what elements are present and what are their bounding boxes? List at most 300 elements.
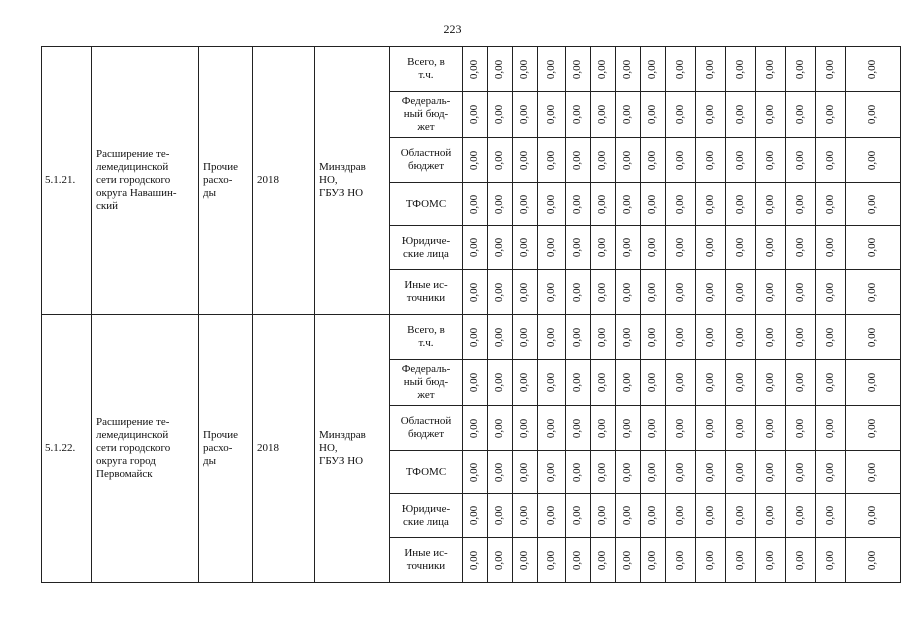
value-text: 0,00 — [468, 372, 481, 393]
value-text: 0,00 — [545, 104, 557, 125]
funding-source-line: ские лица — [403, 515, 449, 528]
funding-source-line: Иные ис- — [404, 279, 448, 291]
value-cell — [488, 47, 513, 92]
value-text: 0,00 — [674, 327, 686, 347]
value-cell — [488, 538, 513, 583]
funding-source — [390, 92, 463, 138]
value-cell — [591, 360, 616, 406]
value-text: 0,00 — [571, 150, 584, 170]
value-cell — [566, 406, 591, 451]
value-text: 0,00 — [866, 505, 879, 526]
value-cell — [591, 451, 616, 494]
value-cell — [591, 406, 616, 451]
funding-source-line: жет — [417, 389, 435, 401]
value-cell — [591, 538, 616, 583]
value-cell — [666, 92, 696, 138]
value-text: 0,00 — [704, 150, 716, 170]
value-text: 0,00 — [646, 104, 659, 125]
value-cell — [726, 315, 756, 360]
value-cell — [846, 406, 901, 451]
value-text: 0,00 — [764, 505, 776, 526]
value-text: 0,00 — [734, 505, 746, 526]
value-cell — [488, 451, 513, 494]
value-cell — [756, 360, 786, 406]
value-text: 0,00 — [734, 372, 746, 393]
value-cell — [726, 138, 756, 183]
value-text: 0,00 — [545, 462, 557, 482]
value-text: 0,00 — [468, 194, 481, 214]
value-cell — [786, 183, 816, 226]
value-cell — [666, 47, 696, 92]
value-text: 0,00 — [596, 59, 609, 79]
value-cell — [616, 47, 641, 92]
value-cell — [756, 538, 786, 583]
item-name-line: сети городского — [96, 442, 171, 454]
funding-source-line: жет — [417, 121, 435, 133]
value-text: 0,00 — [794, 418, 806, 438]
value-cell — [726, 47, 756, 92]
value-text: 0,00 — [674, 237, 686, 258]
value-text: 0,00 — [545, 550, 557, 570]
value-cell — [726, 406, 756, 451]
value-cell — [666, 538, 696, 583]
year: 2018 — [253, 47, 315, 315]
value-cell — [696, 451, 726, 494]
value-text: 0,00 — [468, 418, 481, 438]
value-text: 0,00 — [734, 327, 746, 347]
value-text: 0,00 — [493, 550, 506, 570]
value-cell — [846, 92, 901, 138]
value-text: 0,00 — [596, 150, 609, 170]
value-cell — [591, 315, 616, 360]
value-text: 0,00 — [571, 550, 584, 570]
value-text: 0,00 — [468, 550, 481, 570]
value-text: 0,00 — [571, 194, 584, 214]
value-cell — [666, 360, 696, 406]
value-cell — [816, 451, 846, 494]
value-cell — [616, 183, 641, 226]
value-text: 0,00 — [674, 550, 686, 570]
funding-source — [390, 138, 463, 183]
value-text: 0,00 — [596, 104, 609, 125]
value-text: 0,00 — [646, 505, 659, 526]
page-number: 223 — [443, 22, 462, 36]
value-text: 0,00 — [493, 194, 506, 214]
value-text: 0,00 — [824, 150, 836, 170]
funding-source-line: Федераль- — [401, 363, 451, 375]
value-text: 0,00 — [764, 237, 776, 258]
value-text: 0,00 — [824, 327, 836, 347]
value-cell — [786, 226, 816, 270]
value-text: 0,00 — [621, 505, 634, 526]
value-cell — [488, 183, 513, 226]
value-text: 0,00 — [674, 104, 686, 125]
value-text: 0,00 — [824, 104, 836, 125]
value-text: 0,00 — [674, 282, 686, 302]
value-text: 0,00 — [794, 462, 806, 482]
value-cell — [591, 138, 616, 183]
value-cell — [566, 270, 591, 315]
value-cell — [641, 270, 666, 315]
value-cell — [488, 360, 513, 406]
value-cell — [726, 360, 756, 406]
value-cell — [591, 47, 616, 92]
executor-line: ГБУЗ НО — [319, 187, 364, 199]
value-text: 0,00 — [545, 59, 557, 79]
value-cell — [726, 92, 756, 138]
value-cell — [488, 92, 513, 138]
value-cell — [488, 138, 513, 183]
value-cell — [846, 47, 901, 92]
value-text: 0,00 — [674, 505, 686, 526]
value-text: 0,00 — [674, 194, 686, 214]
value-cell — [756, 226, 786, 270]
executor — [315, 315, 390, 583]
value-cell — [591, 226, 616, 270]
value-text: 0,00 — [596, 237, 609, 258]
value-text: 0,00 — [866, 104, 879, 125]
value-text: 0,00 — [866, 550, 879, 570]
funding-source — [390, 226, 463, 270]
value-text: 0,00 — [764, 327, 776, 347]
value-text: 0,00 — [824, 505, 836, 526]
value-text: 0,00 — [674, 418, 686, 438]
value-cell — [726, 538, 756, 583]
value-cell — [786, 47, 816, 92]
value-cell — [666, 183, 696, 226]
value-cell — [786, 494, 816, 538]
value-text: 0,00 — [621, 237, 634, 258]
table-row — [42, 315, 901, 360]
value-cell — [846, 226, 901, 270]
value-cell — [816, 360, 846, 406]
funding-source — [390, 451, 463, 494]
value-cell — [786, 92, 816, 138]
funding-source-line: Всего, в — [407, 324, 445, 336]
value-cell — [816, 138, 846, 183]
expense-type — [199, 315, 253, 583]
value-text: 0,00 — [468, 237, 481, 258]
value-text: 0,00 — [704, 237, 716, 258]
item-name-line: округа Навашин- — [96, 187, 177, 199]
value-cell — [616, 406, 641, 451]
value-cell — [641, 360, 666, 406]
value-cell — [463, 138, 488, 183]
value-text: 0,00 — [621, 282, 634, 302]
value-text: 0,00 — [518, 550, 531, 570]
funding-source-line: ские лица — [403, 247, 449, 260]
value-text: 0,00 — [468, 59, 481, 79]
value-text: 0,00 — [674, 150, 686, 170]
value-cell — [566, 47, 591, 92]
value-cell — [488, 270, 513, 315]
executor — [315, 47, 390, 315]
value-cell — [726, 451, 756, 494]
value-cell — [538, 451, 566, 494]
funding-source-line: Юридиче- — [401, 502, 451, 515]
funding-source-line: Федераль- — [401, 95, 451, 107]
value-cell — [591, 494, 616, 538]
value-cell — [488, 406, 513, 451]
value-text: 0,00 — [518, 282, 531, 302]
value-cell — [641, 138, 666, 183]
item-number: 5.1.22. — [42, 315, 92, 583]
value-cell — [538, 92, 566, 138]
value-cell — [786, 360, 816, 406]
value-text: 0,00 — [704, 418, 716, 438]
value-text: 0,00 — [646, 237, 659, 258]
value-cell — [463, 92, 488, 138]
value-text: 0,00 — [646, 418, 659, 438]
value-text: 0,00 — [866, 418, 879, 438]
value-cell — [666, 494, 696, 538]
value-text: 0,00 — [734, 550, 746, 570]
value-cell — [463, 406, 488, 451]
value-cell — [666, 270, 696, 315]
value-cell — [786, 315, 816, 360]
value-cell — [566, 451, 591, 494]
value-text: 0,00 — [545, 327, 557, 347]
year: 2018 — [253, 315, 315, 583]
executor-line: НО, — [319, 174, 338, 186]
funding-source — [390, 406, 463, 451]
item-name-line: лемедицинской — [96, 429, 169, 441]
executor-line: Минздрав — [319, 161, 366, 173]
value-cell — [513, 538, 538, 583]
value-text: 0,00 — [518, 150, 531, 170]
value-text: 0,00 — [734, 194, 746, 214]
value-text: 0,00 — [518, 418, 531, 438]
value-text: 0,00 — [734, 282, 746, 302]
value-text: 0,00 — [734, 418, 746, 438]
value-cell — [463, 360, 488, 406]
value-text: 0,00 — [794, 194, 806, 214]
value-cell — [616, 538, 641, 583]
value-cell — [756, 406, 786, 451]
funding-source-line: точники — [406, 292, 446, 304]
value-text: 0,00 — [518, 372, 531, 393]
value-text: 0,00 — [866, 237, 879, 258]
value-cell — [696, 92, 726, 138]
value-cell — [816, 538, 846, 583]
value-text: 0,00 — [518, 505, 531, 526]
value-text: 0,00 — [646, 59, 659, 79]
value-text: 0,00 — [493, 282, 506, 302]
value-cell — [666, 315, 696, 360]
value-cell — [816, 226, 846, 270]
funding-source-line: точники — [406, 560, 446, 572]
value-cell — [846, 138, 901, 183]
value-text: 0,00 — [866, 194, 879, 214]
value-text: 0,00 — [764, 282, 776, 302]
funding-source-line: Юридиче- — [401, 234, 451, 247]
value-cell — [641, 92, 666, 138]
value-cell — [756, 92, 786, 138]
value-text: 0,00 — [704, 462, 716, 482]
value-text: 0,00 — [571, 104, 584, 125]
value-text: 0,00 — [704, 550, 716, 570]
value-cell — [616, 226, 641, 270]
value-cell — [786, 138, 816, 183]
value-cell — [566, 360, 591, 406]
value-text: 0,00 — [674, 372, 686, 393]
value-cell — [591, 92, 616, 138]
executor-line: Минздрав — [319, 429, 366, 441]
value-text: 0,00 — [674, 59, 686, 79]
value-text: 0,00 — [518, 237, 531, 258]
executor-line: ГБУЗ НО — [319, 455, 364, 467]
value-text: 0,00 — [596, 550, 609, 570]
value-cell — [756, 451, 786, 494]
funding-source-line: т.ч. — [418, 337, 434, 349]
value-cell — [566, 494, 591, 538]
value-cell — [538, 360, 566, 406]
value-cell — [538, 494, 566, 538]
value-cell — [616, 315, 641, 360]
value-text: 0,00 — [764, 462, 776, 482]
value-cell — [696, 183, 726, 226]
value-cell — [566, 183, 591, 226]
value-text: 0,00 — [646, 282, 659, 302]
funding-source-line: т.ч. — [418, 69, 434, 81]
value-text: 0,00 — [621, 462, 634, 482]
value-text: 0,00 — [571, 505, 584, 526]
value-cell — [816, 47, 846, 92]
value-text: 0,00 — [493, 59, 506, 79]
value-cell — [846, 538, 901, 583]
value-text: 0,00 — [518, 327, 531, 347]
funding-source-line: ТФОМС — [405, 197, 447, 210]
value-cell — [513, 494, 538, 538]
value-cell — [786, 451, 816, 494]
value-text: 0,00 — [596, 505, 609, 526]
value-cell — [666, 138, 696, 183]
value-cell — [641, 494, 666, 538]
value-text: 0,00 — [794, 505, 806, 526]
value-cell — [616, 138, 641, 183]
value-text: 0,00 — [493, 327, 506, 347]
value-cell — [488, 315, 513, 360]
value-text: 0,00 — [734, 237, 746, 258]
value-cell — [616, 270, 641, 315]
value-text: 0,00 — [468, 327, 481, 347]
value-text: 0,00 — [866, 372, 879, 393]
value-text: 0,00 — [824, 418, 836, 438]
value-cell — [566, 92, 591, 138]
value-cell — [513, 451, 538, 494]
value-text: 0,00 — [571, 237, 584, 258]
value-cell — [513, 92, 538, 138]
value-text: 0,00 — [596, 462, 609, 482]
value-text: 0,00 — [824, 372, 836, 393]
value-cell — [538, 183, 566, 226]
value-text: 0,00 — [704, 59, 716, 79]
value-text: 0,00 — [734, 462, 746, 482]
value-text: 0,00 — [545, 237, 557, 258]
value-text: 0,00 — [794, 282, 806, 302]
value-cell — [786, 538, 816, 583]
value-text: 0,00 — [596, 372, 609, 393]
value-cell — [616, 360, 641, 406]
value-text: 0,00 — [518, 104, 531, 125]
funding-source — [390, 538, 463, 583]
funding-source-line: ный бюд- — [403, 376, 449, 388]
value-text: 0,00 — [794, 104, 806, 125]
value-cell — [816, 494, 846, 538]
value-cell — [538, 315, 566, 360]
funding-source — [390, 270, 463, 315]
value-text: 0,00 — [764, 150, 776, 170]
value-text: 0,00 — [545, 194, 557, 214]
funding-source — [390, 47, 463, 92]
value-cell — [463, 47, 488, 92]
value-text: 0,00 — [824, 550, 836, 570]
value-text: 0,00 — [596, 418, 609, 438]
value-text: 0,00 — [794, 150, 806, 170]
item-name — [92, 315, 199, 583]
value-cell — [756, 315, 786, 360]
value-cell — [696, 538, 726, 583]
table-row — [42, 47, 901, 92]
expense-type-line: ды — [203, 455, 216, 467]
value-text: 0,00 — [571, 418, 584, 438]
value-cell — [756, 270, 786, 315]
value-cell — [696, 226, 726, 270]
value-cell — [816, 406, 846, 451]
value-text: 0,00 — [493, 462, 506, 482]
funding-source-line: Иные ис- — [404, 547, 448, 559]
value-cell — [696, 406, 726, 451]
value-cell — [666, 451, 696, 494]
funding-source-line: ный бюд- — [403, 108, 449, 120]
value-text: 0,00 — [518, 462, 531, 482]
value-text: 0,00 — [571, 282, 584, 302]
value-cell — [816, 92, 846, 138]
expense-type-line: расхо- — [203, 442, 233, 454]
value-cell — [641, 406, 666, 451]
item-name-line: Расширение те- — [96, 416, 170, 428]
value-text: 0,00 — [621, 194, 634, 214]
value-cell — [538, 538, 566, 583]
value-cell — [756, 494, 786, 538]
value-cell — [513, 270, 538, 315]
value-cell — [666, 406, 696, 451]
value-cell — [538, 226, 566, 270]
funding-source — [390, 494, 463, 538]
value-text: 0,00 — [493, 418, 506, 438]
value-text: 0,00 — [571, 59, 584, 79]
value-text: 0,00 — [571, 327, 584, 347]
value-cell — [566, 138, 591, 183]
executor-line: НО, — [319, 442, 338, 454]
value-cell — [666, 226, 696, 270]
value-cell — [786, 406, 816, 451]
item-name-line: сети городского — [96, 174, 171, 186]
value-text: 0,00 — [646, 327, 659, 347]
value-cell — [513, 315, 538, 360]
value-cell — [463, 315, 488, 360]
value-text: 0,00 — [824, 59, 836, 79]
value-cell — [726, 270, 756, 315]
value-cell — [513, 226, 538, 270]
value-text: 0,00 — [545, 282, 557, 302]
value-cell — [591, 270, 616, 315]
value-text: 0,00 — [545, 372, 557, 393]
value-cell — [846, 270, 901, 315]
value-text: 0,00 — [646, 150, 659, 170]
value-text: 0,00 — [866, 282, 879, 302]
value-cell — [641, 47, 666, 92]
